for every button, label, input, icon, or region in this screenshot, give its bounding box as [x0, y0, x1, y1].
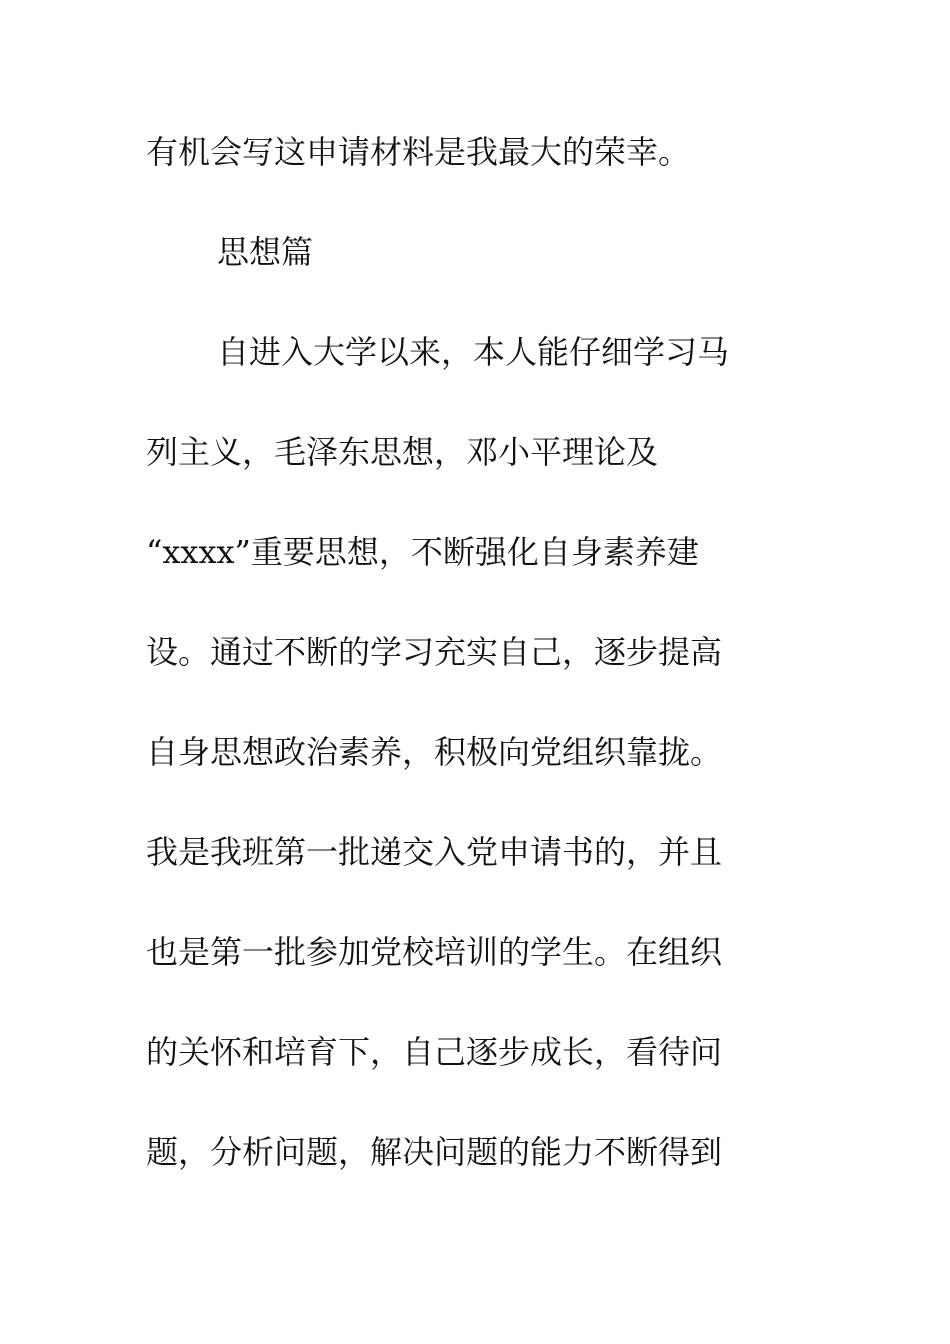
section-heading: 思想篇 — [217, 233, 314, 271]
text-line-11: 题，分析问题，解决问题的能力不断得到 — [146, 1133, 723, 1171]
text-line-1: 有机会写这申请材料是我最大的荣幸。 — [146, 133, 691, 171]
text-line-6: 设。通过不断的学习充实自己，逐步提高 — [146, 633, 723, 671]
text-line-3: 自进入大学以来，本人能仔细学习马 — [217, 333, 730, 371]
text-line-4: 列主义，毛泽东思想，邓小平理论及 — [146, 433, 659, 471]
text-line-7: 自身思想政治素养，积极向党组织靠拢。 — [146, 733, 723, 771]
text-line-10: 的关怀和培育下，自己逐步成长，看待问 — [146, 1033, 723, 1071]
text-line-9: 也是第一批参加党校培训的学生。在组织 — [146, 933, 723, 971]
text-line-8: 我是我班第一批递交入党申请书的，并且 — [146, 833, 723, 871]
text-line-5: “xxxx”重要思想，不断强化自身素养建 — [146, 533, 699, 571]
